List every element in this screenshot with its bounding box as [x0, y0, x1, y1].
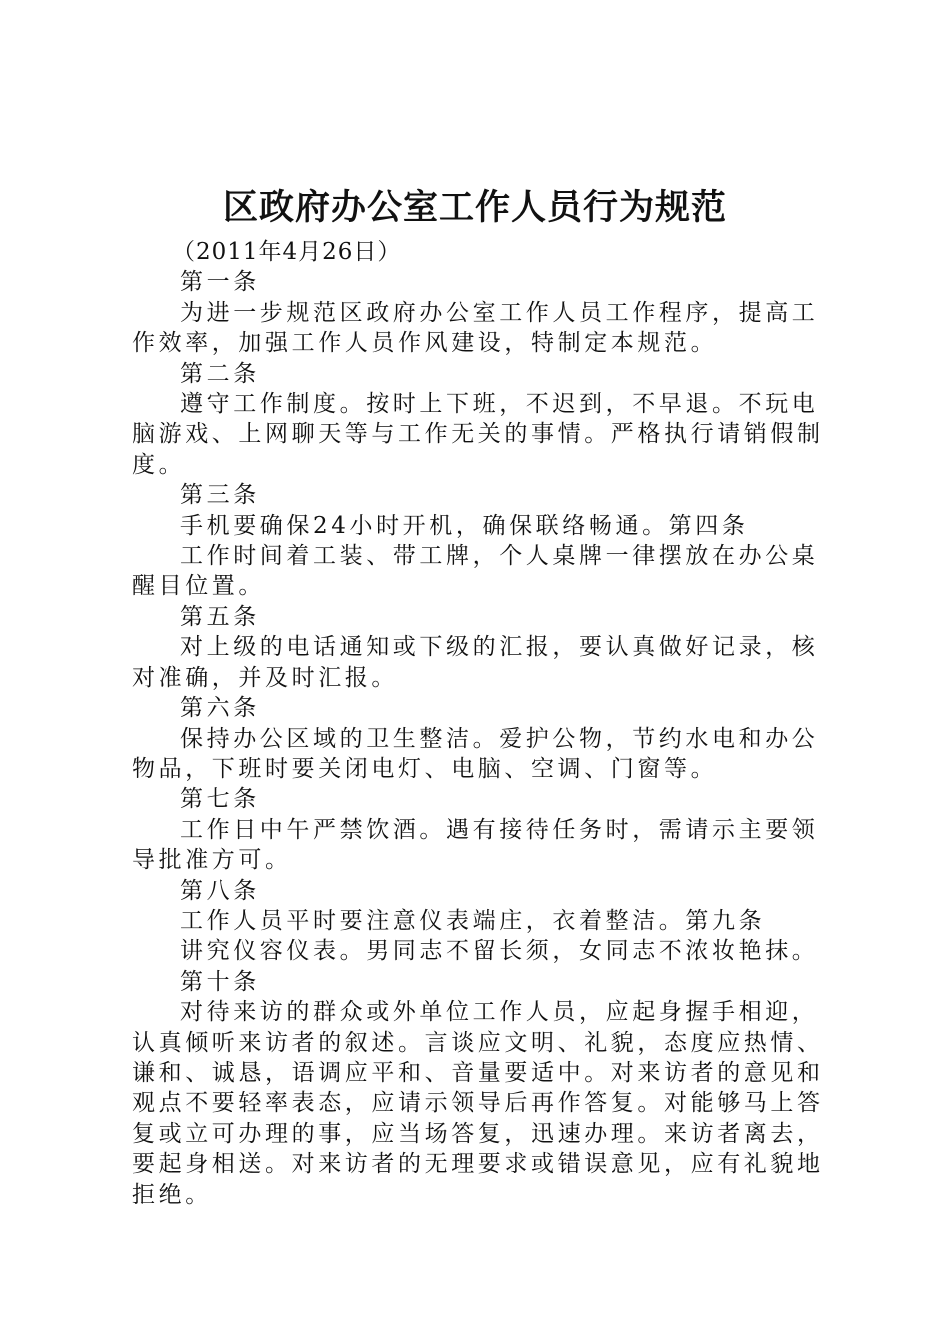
article-heading: 第一条 [180, 269, 260, 296]
document-body [132, 237, 832, 1210]
document-date: （2011年4月26日） [172, 239, 402, 265]
article-text: 对待来访的群众或外单位工作人员，应起身握手相迎，认真倾听来访者的叙述。言谈应文明、礼貌，态度应热情、谦和、诚恳，语调应平和、音量要适中。对来访者的意见和观点不要轻率表态，应请示领导后再作答复。对能够马上答复或立可办理的事，应当场答复，迅速办理。来访者离去，要起身相送。对来访者的无理要求或错误意见，应有礼貌地拒绝。 [132, 999, 824, 1208]
article-text: 工作时间着工装、带工牌，个人桌牌一律摆放在办公桌醒目位置。 [132, 543, 819, 600]
article-text: 对上级的电话通知或下级的汇报，要认真做好记录，核对准确，并及时汇报。 [132, 634, 819, 691]
document-title: 区政府办公室工作人员行为规范 [222, 187, 727, 228]
article-text: 保持办公区域的卫生整洁。爱护公物，节约水电和办公物品，下班时要关闭电灯、电脑、空调、门窗等。 [132, 725, 819, 782]
article-heading: 第六条 [180, 695, 260, 722]
article-heading: 第七条 [180, 786, 260, 813]
article-text: 遵守工作制度。按时上下班，不迟到，不早退。不玩电脑游戏、上网聊天等与工作无关的事情。严格执行请销假制度。 [132, 391, 824, 478]
article-text: 为进一步规范区政府办公室工作人员工作程序，提高工作效率，加强工作人员作风建设，特制定本规范。 [132, 299, 819, 357]
article-text: 工作日中午严禁饮酒。遇有接待任务时，需请示主要领导批准方可。 [132, 816, 819, 874]
article-heading: 第十条 [180, 968, 260, 995]
article-text: 工作人员平时要注意仪表端庄，衣着整洁。第九条 [180, 907, 766, 934]
article-heading: 第八条 [180, 877, 260, 904]
article-heading: 第五条 [180, 603, 260, 630]
article-heading: 第三条 [180, 482, 260, 509]
article-text: 手机要确保24小时开机，确保联络畅通。第四条 [180, 512, 749, 539]
article-heading: 第二条 [180, 360, 260, 387]
article-text: 讲究仪容仪表。男同志不留长须，女同志不浓妆艳抹。 [180, 938, 819, 965]
